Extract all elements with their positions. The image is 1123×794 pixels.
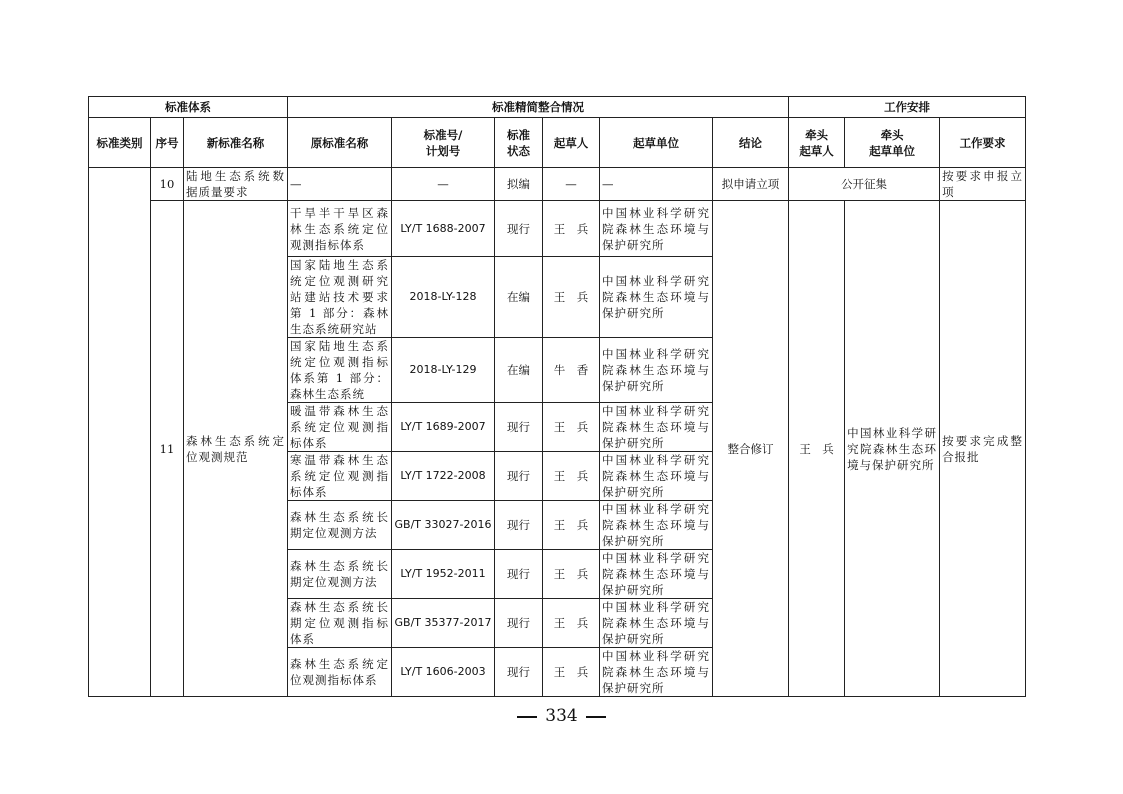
status-cell: 在编 — [495, 338, 543, 403]
unit-cell: 中国林业科学研究院森林生态环境与保护研究所 — [600, 648, 713, 697]
group-header-row — [89, 97, 1026, 118]
new-name-cell: 陆地生态系统数据质量要求 — [184, 168, 288, 201]
std-no-cell: LY/T 1606-2003 — [392, 648, 495, 697]
new-name-cell: 森林生态系统定位观测规范 — [184, 201, 288, 697]
col-std-no — [392, 118, 495, 168]
col-lead-unit — [845, 118, 940, 168]
std-no-cell: GB/T 35377-2017 — [392, 599, 495, 648]
category-cell — [89, 168, 151, 697]
col-new-name: 新标准名称 — [184, 118, 288, 168]
footer-dash-left — [517, 716, 537, 718]
col-lead-drafter-line2: 起草人 — [799, 143, 834, 158]
drafter-cell: 王 兵 — [543, 403, 600, 452]
col-lead-drafter-line1: 牵头 — [805, 127, 829, 142]
col-drafter: 起草人 — [543, 118, 600, 168]
drafter-cell: — — [543, 168, 600, 201]
unit-cell: 中国林业科学研究院森林生态环境与保护研究所 — [600, 599, 713, 648]
std-no-cell: LY/T 1688-2007 — [392, 201, 495, 257]
orig-name-cell: 寒温带森林生态系统定位观测指标体系 — [288, 452, 392, 501]
std-no-cell: GB/T 33027-2016 — [392, 501, 495, 550]
col-category: 标准类别 — [89, 118, 151, 168]
orig-name-cell: 森林生态系统长期定位观测方法 — [288, 501, 392, 550]
col-status-line1: 标准 — [507, 127, 530, 142]
std-no-cell: LY/T 1722-2008 — [392, 452, 495, 501]
unit-cell: 中国林业科学研究院森林生态环境与保护研究所 — [600, 338, 713, 403]
group-standard-system: 标准体系 — [89, 97, 288, 118]
orig-name-cell: 暖温带森林生态系统定位观测指标体系 — [288, 403, 392, 452]
requirement-cell: 按要求完成整合报批 — [940, 201, 1026, 697]
col-unit: 起草单位 — [600, 118, 713, 168]
col-seq: 序号 — [151, 118, 184, 168]
status-cell: 现行 — [495, 501, 543, 550]
status-cell: 现行 — [495, 648, 543, 697]
column-header-row — [89, 118, 1026, 168]
col-requirement: 工作要求 — [940, 118, 1026, 168]
drafter-cell: 王 兵 — [543, 257, 600, 338]
col-lead-drafter — [789, 118, 845, 168]
unit-cell: 中国林业科学研究院森林生态环境与保护研究所 — [600, 201, 713, 257]
unit-cell: — — [600, 168, 713, 201]
std-no-cell: 2018-LY-128 — [392, 257, 495, 338]
page-footer — [0, 706, 1123, 726]
std-no-cell: LY/T 1952-2011 — [392, 550, 495, 599]
col-lead-unit-line2: 起草单位 — [869, 143, 916, 158]
status-cell: 现行 — [495, 201, 543, 257]
drafter-cell: 王 兵 — [543, 550, 600, 599]
status-cell: 现行 — [495, 550, 543, 599]
col-std-no-line2: 计划号 — [425, 143, 461, 158]
col-status — [495, 118, 543, 168]
orig-name-cell: 干旱半干旱区森林生态系统定位观测指标体系 — [288, 201, 392, 257]
seq-cell: 10 — [151, 168, 184, 201]
group-work-arrangement: 工作安排 — [789, 97, 1026, 118]
drafter-cell: 王 兵 — [543, 201, 600, 257]
col-conclusion: 结论 — [713, 118, 789, 168]
page-number: 334 — [545, 706, 578, 726]
conclusion-cell: 拟申请立项 — [713, 168, 789, 201]
status-cell: 现行 — [495, 403, 543, 452]
table-row — [89, 201, 1026, 257]
orig-name-cell: 国家陆地生态系统定位观测研究站建站技术要求第 1 部分：森林生态系统研究站 — [288, 257, 392, 338]
drafter-cell: 王 兵 — [543, 648, 600, 697]
status-cell: 现行 — [495, 599, 543, 648]
unit-cell: 中国林业科学研究院森林生态环境与保护研究所 — [600, 501, 713, 550]
arrangement-cell: 公开征集 — [789, 168, 940, 201]
lead-drafter-cell: 王 兵 — [789, 201, 845, 697]
drafter-cell: 王 兵 — [543, 599, 600, 648]
unit-cell: 中国林业科学研究院森林生态环境与保护研究所 — [600, 257, 713, 338]
col-status-line2: 状态 — [507, 143, 530, 158]
status-cell: 现行 — [495, 452, 543, 501]
drafter-cell: 王 兵 — [543, 501, 600, 550]
table-row-10 — [89, 168, 1026, 201]
col-orig-name: 原标准名称 — [288, 118, 392, 168]
orig-name-cell: 国家陆地生态系统定位观测指标体系第 1 部分：森林生态系统 — [288, 338, 392, 403]
std-no-cell: LY/T 1689-2007 — [392, 403, 495, 452]
requirement-cell: 按要求申报立项 — [940, 168, 1026, 201]
orig-name-cell: — — [288, 168, 392, 201]
orig-name-cell: 森林生态系统定位观测指标体系 — [288, 648, 392, 697]
lead-unit-cell: 中国林业科学研究院森林生态环境与保护研究所 — [845, 201, 940, 697]
orig-name-cell: 森林生态系统长期定位观测指标体系 — [288, 599, 392, 648]
conclusion-cell: 整合修订 — [713, 201, 789, 697]
std-no-cell: — — [392, 168, 495, 201]
drafter-cell: 牛 香 — [543, 338, 600, 403]
drafter-cell: 王 兵 — [543, 452, 600, 501]
unit-cell: 中国林业科学研究院森林生态环境与保护研究所 — [600, 452, 713, 501]
unit-cell: 中国林业科学研究院森林生态环境与保护研究所 — [600, 403, 713, 452]
group-integration-status: 标准精简整合情况 — [288, 97, 789, 118]
col-std-no-line1: 标准号/ — [423, 127, 463, 142]
std-no-cell: 2018-LY-129 — [392, 338, 495, 403]
col-lead-unit-line1: 牵头 — [880, 127, 904, 142]
standards-table — [88, 96, 1026, 697]
status-cell: 拟编 — [495, 168, 543, 201]
footer-dash-right — [586, 716, 606, 718]
orig-name-cell: 森林生态系统长期定位观测方法 — [288, 550, 392, 599]
status-cell: 在编 — [495, 257, 543, 338]
seq-cell: 11 — [151, 201, 184, 697]
unit-cell: 中国林业科学研究院森林生态环境与保护研究所 — [600, 550, 713, 599]
